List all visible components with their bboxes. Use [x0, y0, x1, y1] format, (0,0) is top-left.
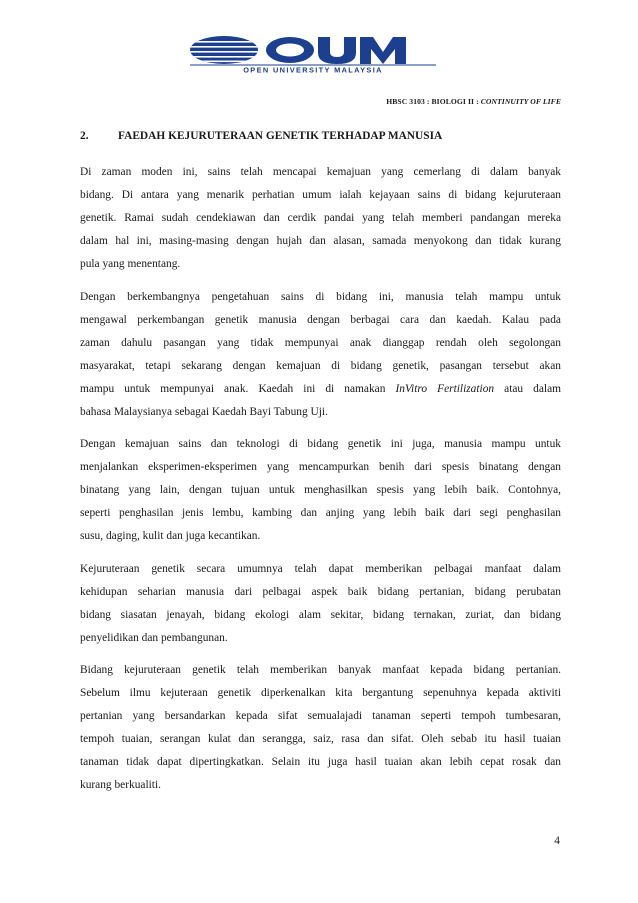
text-line	[80, 456, 561, 479]
text-run: dalam hal ini, masing-masing dengan hujah dan alasan, samada menyokong dan tidak kurang	[80, 235, 561, 247]
text-run: tempoh tuaian, serangan kulat dan serangga, saiz, rasa dan sifat. Oleh sebab itu hasil tuaian	[80, 733, 561, 745]
section-title: FAEDAH KEJURUTERAAN GENETIK TERHADAP MANUSIA	[118, 130, 443, 142]
text-run: pula yang menentang.	[80, 258, 181, 270]
text-line	[80, 659, 561, 682]
text-run: menjalankan eksperimen-eksperimen yang mencampurkan benih dari spesis binatang dengan	[80, 461, 561, 473]
course-code: HBSC 3103 : BIOLOGI II :	[386, 97, 479, 106]
text-line	[80, 682, 561, 705]
paragraph	[80, 558, 561, 650]
text-line	[80, 253, 561, 276]
text-line	[80, 286, 561, 309]
text-run: kurang berkualiti.	[80, 779, 161, 791]
logo-subtitle: OPEN UNIVERSITY MALAYSIA	[243, 65, 383, 74]
text-run: penyelidikan dan pembangunan.	[80, 631, 228, 644]
text-line	[80, 332, 561, 355]
text-line	[80, 207, 561, 230]
text-line	[80, 627, 561, 650]
text-run: kehidupan seharian manusia dari pelbagai aspek baik bidang pertanian, bidang perubatan	[80, 585, 561, 598]
text-line	[80, 774, 561, 797]
text-run: masyarakat, tetapi sekarang dengan kemajuan di bidang genetik, pasangan tersebut akan	[80, 359, 561, 372]
text-line	[80, 581, 561, 604]
text-line	[80, 433, 561, 456]
paragraph	[80, 286, 561, 424]
text-run: susu, daging, kulit dan juga kecantikan.	[80, 530, 261, 542]
globe-icon	[190, 36, 258, 64]
text-run: bidang siasatan jenayah, bidang ekologi alam sekitar, bidang ternakan, zuriat, dan bidang	[80, 608, 561, 621]
text-line	[80, 230, 561, 253]
text-run: pertanian yang bersandarkan kepada sifat semualajadi tanaman seperti tempoh tumbesaran,	[80, 710, 561, 722]
text-run: bidang. Di antara yang menarik perhatian umum ialah kejayaan sains di bidang kejuruteraan	[80, 189, 561, 201]
body-text	[80, 161, 561, 807]
text-line	[80, 401, 561, 424]
running-header	[386, 97, 561, 106]
text-run: Di zaman moden ini, sains telah mencapai kemajuan yang cemerlang di dalam banyak	[80, 166, 561, 178]
text-run: genetik. Ramai sudah cendekiawan dan cerdik pandai yang telah memberi pandangan mereka	[80, 212, 561, 224]
paragraph	[80, 161, 561, 276]
paragraph	[80, 433, 561, 548]
text-line	[80, 502, 561, 525]
oum-logo	[190, 34, 440, 74]
text-line	[80, 604, 561, 627]
text-run: atau dalam	[494, 382, 562, 395]
text-run: mampu untuk mempunyai anak. Kaedah ini di namakan	[80, 382, 396, 395]
text-run: InVitro Fertilization	[395, 382, 495, 395]
section-heading	[80, 130, 442, 142]
text-line	[80, 378, 561, 401]
text-run: bahasa Malaysianya sebagai Kaedah Bayi Tabung Uji.	[80, 405, 328, 418]
text-run: Kejuruteraan genetik secara umumnya telah dapat memberikan pelbagai manfaat dalam	[80, 562, 561, 575]
text-run: Bidang kejuruteraan genetik telah memberikan banyak manfaat kepada bidang pertanian.	[80, 664, 561, 676]
text-run: seperti penghasilan jenis lembu, kambing dan anjing yang lebih baik dari segi penghasilan	[80, 507, 561, 519]
text-run: zaman dahulu pasangan yang tidak mempunyai anak dianggap rendah oleh segolongan	[80, 336, 561, 349]
text-run: binatang yang lain, dengan tujuan untuk menghasilkan spesis yang lebih baik. Contohnya,	[80, 484, 561, 496]
text-line	[80, 161, 561, 184]
text-line	[80, 558, 561, 581]
text-run: Sebelum ilmu kejuteraan genetik diperkenalkan kita bergantung sepenuhnya kepada aktiviti	[80, 687, 561, 699]
text-line	[80, 309, 561, 332]
oum-logo-graphic	[190, 34, 440, 74]
text-run: mengawal perkembangan genetik manusia dengan berbagai cara dan kaedah. Kalau pada	[80, 313, 561, 326]
course-title: CONTINUITY OF LIFE	[480, 97, 561, 106]
text-line	[80, 751, 561, 774]
paragraph	[80, 659, 561, 797]
text-line	[80, 728, 561, 751]
page-number: 4	[554, 835, 560, 847]
section-number: 2.	[80, 130, 89, 142]
text-line	[80, 479, 561, 502]
text-run: Dengan kemajuan sains dan teknologi di bidang genetik ini juga, manusia mampu untuk	[80, 438, 561, 450]
text-line	[80, 184, 561, 207]
text-line	[80, 705, 561, 728]
text-run: tanaman tidak dapat dipertingkatkan. Selain itu juga hasil tuaian akan lebih cepat rosak dan	[80, 756, 561, 768]
text-line	[80, 355, 561, 378]
text-run: Dengan berkembangnya pengetahuan sains di bidang ini, manusia telah mampu untuk	[80, 290, 561, 303]
text-line	[80, 525, 561, 548]
